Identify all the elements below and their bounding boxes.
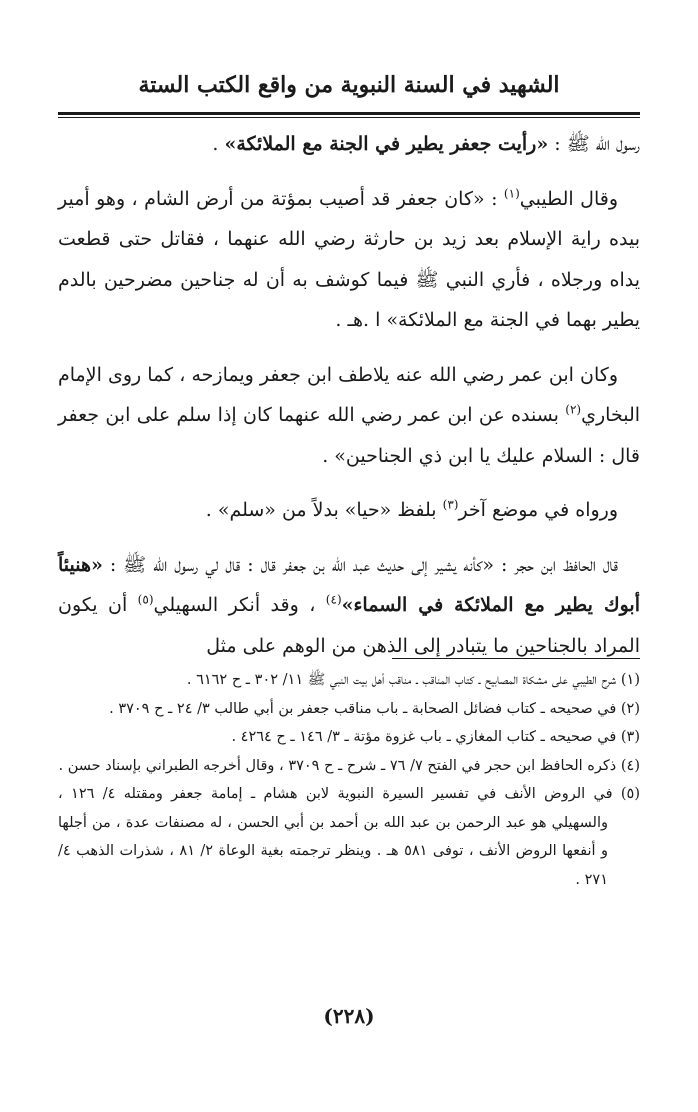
footnote-ref-2[interactable]: (٢)	[565, 402, 582, 417]
hadith-quote: «هنيئاً أبوك يطير مع الملائكة في السماء»	[58, 553, 640, 616]
hadith-quote: «رأيت جعفر يطير في الجنة مع الملائكة»	[224, 133, 549, 155]
footnote-separator	[392, 658, 640, 659]
footnote-4: (٤) ذكره الحافظ ابن حجر في الفتح ٧/ ٧٦ ـ شرح ـ ح ٣٧٠٩ ، وقال أخرجه الطبراني بإسناد حسن .	[58, 757, 640, 774]
footnote-2: (٢) في صحيحه ـ كتاب فضائل الصحابة ـ باب مناقب جعفر بن أبي طالب ٣/ ٢٤ ـ ح ٣٧٠٩ .	[109, 700, 640, 717]
footnote-ref-1[interactable]: (١)	[503, 186, 520, 201]
paragraph-2: وقال الطيبي$^{(١)}$ : «كان جعفر قد أصيب بمؤتة من أرض الشام ، وهو أمير بيده راية الإسلام بعد زيد بن حارثة رضي الله عنهما ، فقاتل حتى قطعت يداه ورجلاه ، فأري النبي ﷺ فيما كوشف به أن له جناحين مضرحين بالدم يطير بهما في الجنة مع الملائكة» ا .هـ .	[58, 186, 640, 331]
main-text-body	[58, 124, 640, 666]
running-header-title: الشهيد في السنة النبوية من واقع الكتب الستة	[138, 72, 560, 98]
header-rule-thin	[58, 117, 640, 118]
footnote-ref-5[interactable]: (٥)	[137, 592, 154, 607]
page-number: (٢٢٨)	[323, 1004, 375, 1028]
footnote-5: (٥) في الروض الأنف في تفسير السيرة النبوية لابن هشام ـ إمامة جعفر ومقتله ٤/ ١٢٦ ، والسهيلي هو عبد الرحمن بن عبد الله بن أحمد بن أبي الحسن ، له مصنفات عدة ، من أجلها و أنفعها الروض الأنف ، توفى ٥٨١ هـ . وينظر ترجمته بغية الوعاة ٢/ ٨١ ، شذرات الذهب ٤/ ٢٧١ .	[58, 786, 640, 888]
paragraph-4: ورواه في موضع آخر$^{(٣)}$ بلفظ «حيا» بدلاً من «سلم» .	[205, 497, 618, 521]
paragraph-1: رسول الله ﷺ : «رأيت جعفر يطير في الجنة مع الملائكة» .	[212, 133, 640, 155]
footnote-1: (١) شرح الطيبي على مشكاة المصابيح ـ كتاب المناقب ـ مناقب أهل بيت النبي ﷺ ١١/ ٣٠٢ ـ ح ٦١٦٢ .	[186, 672, 640, 688]
footnote-3: (٣) في صحيحه ـ كتاب المغازي ـ باب غزوة مؤتة ـ ٣/ ١٤٦ ـ ح ٤٢٦٤ .	[231, 729, 640, 745]
header-rule-thick	[58, 112, 640, 115]
paragraph-5: قال الحافظ ابن حجر : «كأنه يشير إلى حديث عبد الله بن جعفر قال : قال لي رسول الله ﷺ : «هنيئاً أبوك يطير مع الملائكة في السماء»$^{(٤)}$ ، وقد أنكر السهيلي$^{(٥)}$ أن يكون المراد بالجناحين ما يتبادر إلى الذهن من الوهم على مثل	[58, 553, 640, 657]
footnote-ref-4[interactable]: (٤)	[325, 592, 342, 607]
footnote-ref-3[interactable]: (٣)	[442, 497, 459, 512]
footnotes	[58, 666, 640, 894]
paragraph-3: وكان ابن عمر رضي الله عنه يلاطف ابن جعفر ويمازحه ، كما روى الإمام البخاري$^{(٢)}$ بسنده عن ابن عمر رضي الله عنهما كان إذا سلم على ابن جعفر قال : السلام عليك يا ابن ذي الجناحين» .	[58, 363, 641, 467]
